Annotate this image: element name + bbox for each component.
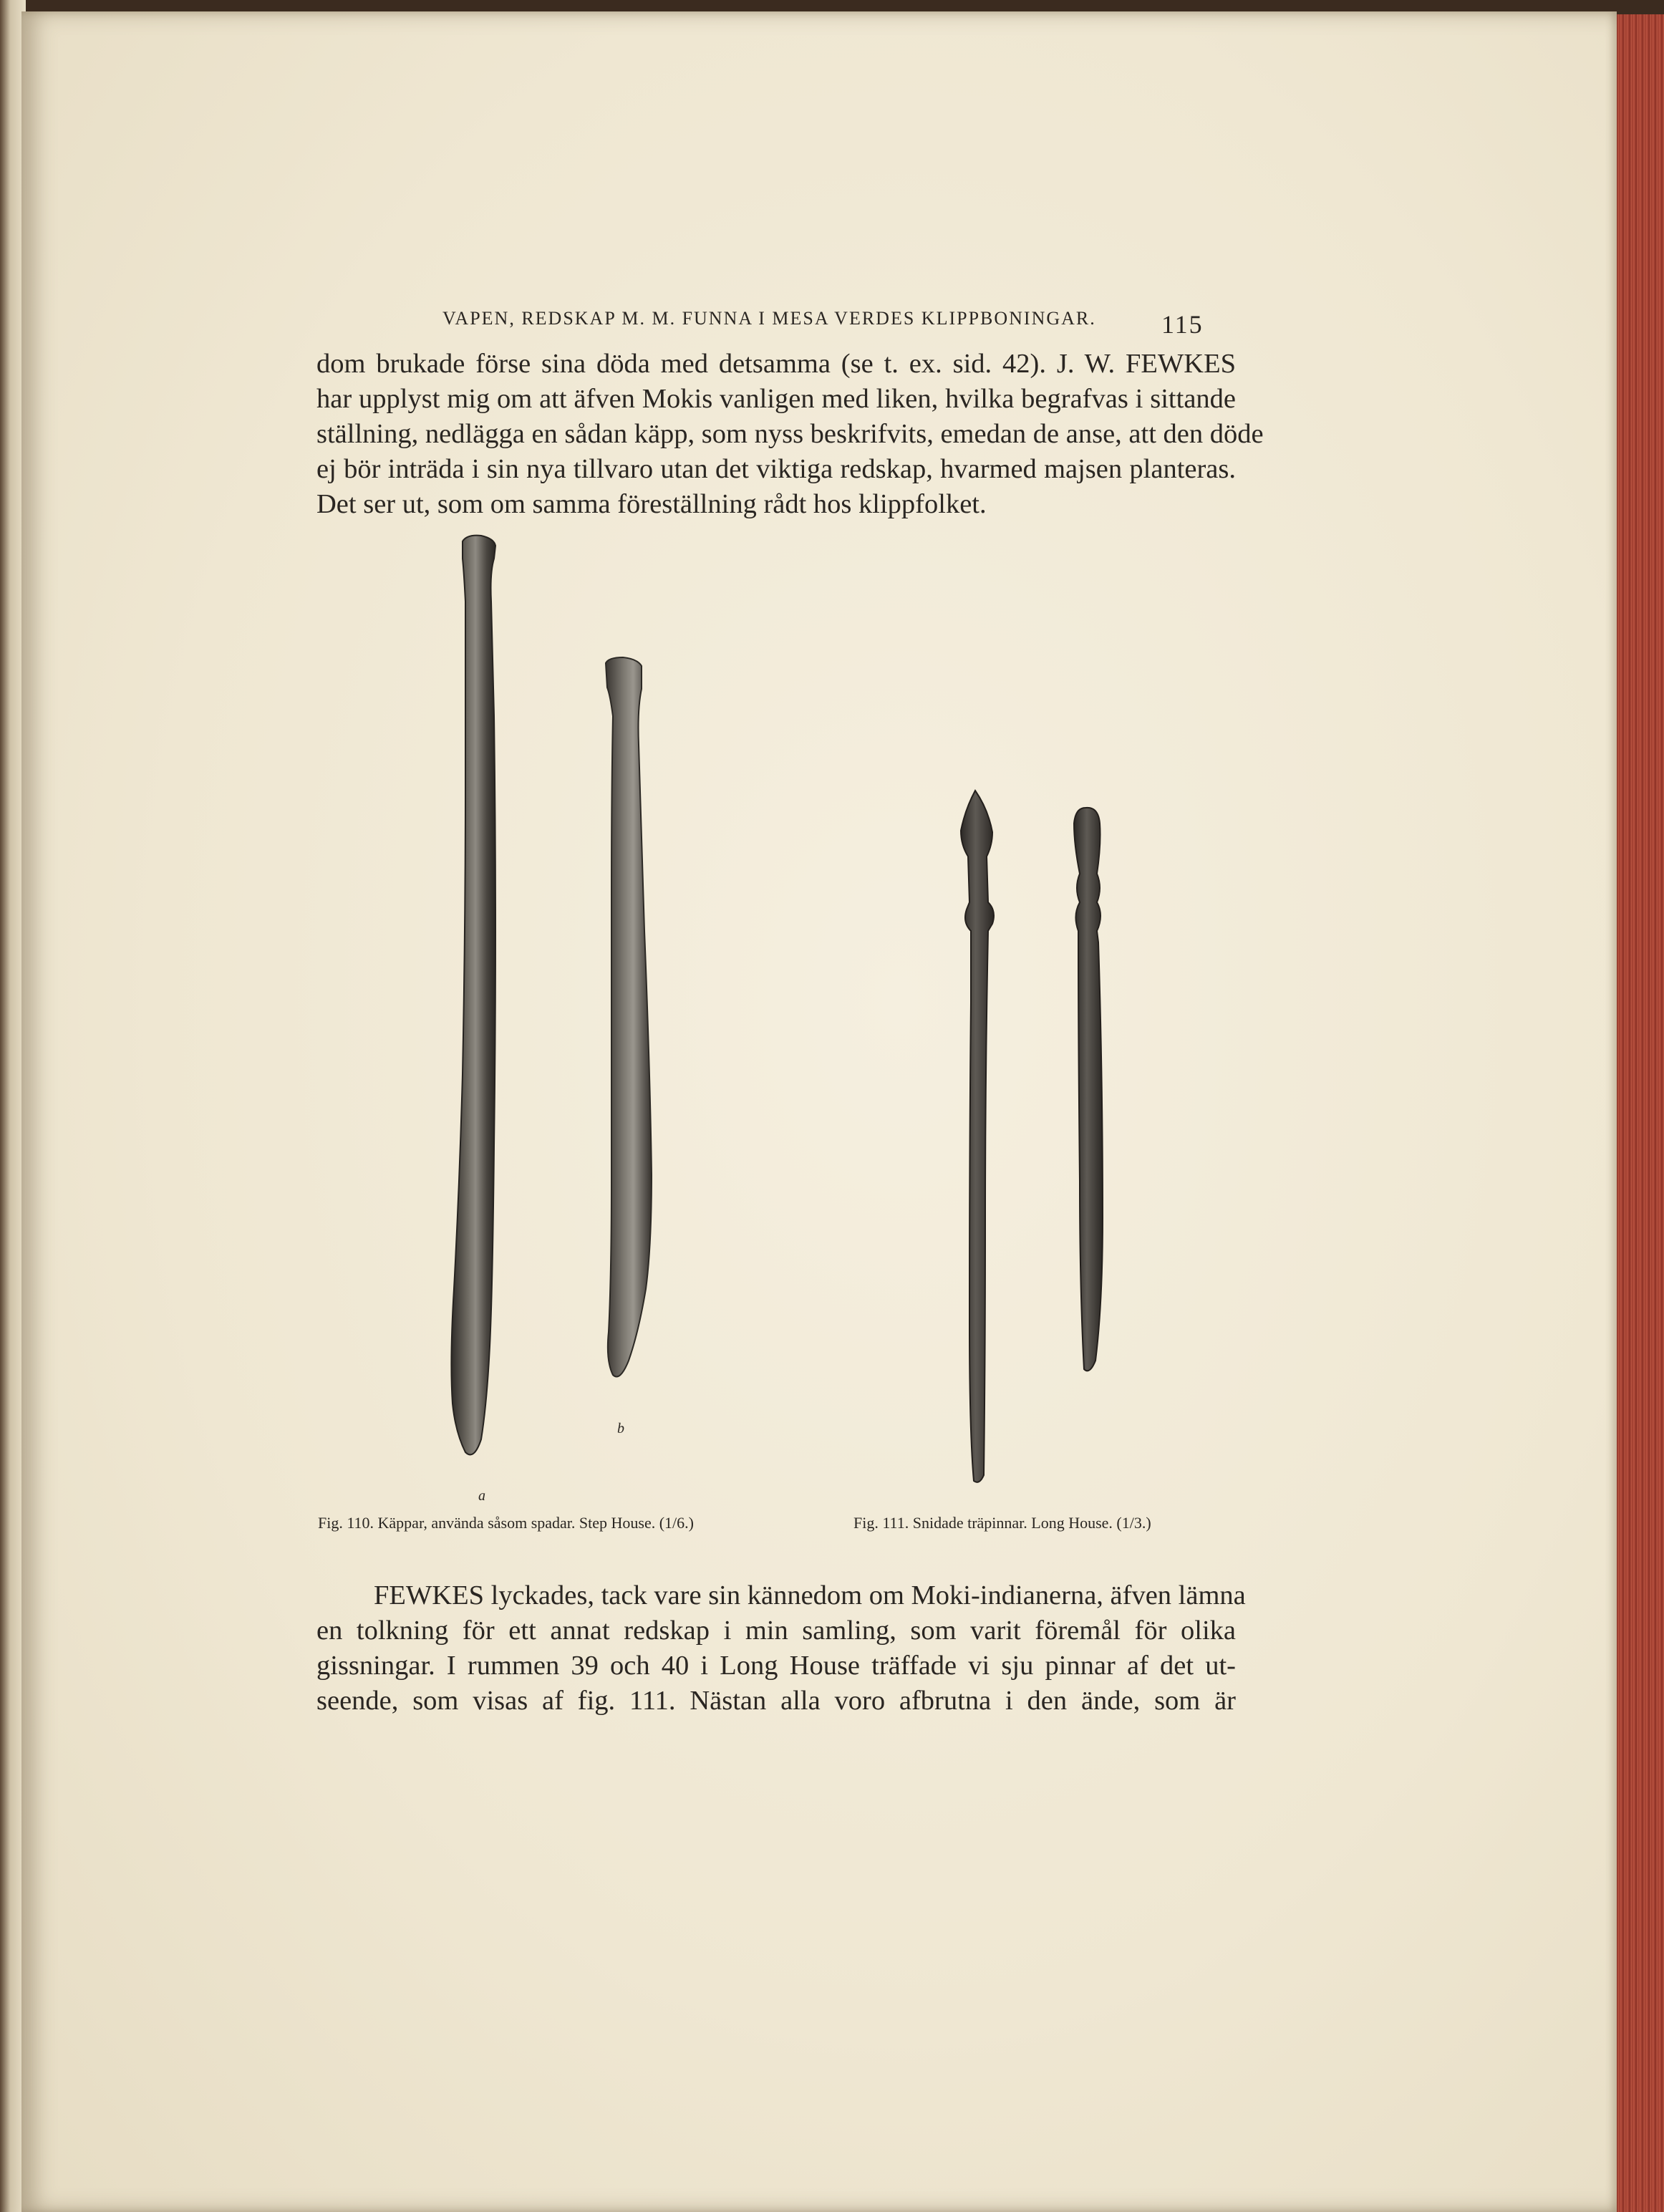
carved-pin-2 [1074,808,1103,1371]
paragraph-line: ställning, nedlägga en sådan käpp, som nyss beskrifvits, emedan de anse, att den döde [316,419,1264,449]
paragraph-line: FEWKES lyckades, tack vare sin kännedom om Moki-indianerna, äfven lämna [374,1580,1246,1610]
paragraph-line: ej bör inträda i sin nya tillvaro utan det viktiga redskap, hvarmed majsen planteras. [316,454,1236,484]
paragraph-2 [316,1578,1246,1719]
figure-label-b: b [617,1421,624,1436]
paragraph-line: dom brukade förse sina döda med detsamma (se t. ex. sid. 42). J. W. FEWKES [316,349,1236,379]
figure-111-caption: Fig. 111. Snidade träpinnar. Long House. (1/3.) [853,1514,1151,1532]
carved-pin-1 [961,791,994,1482]
figure-label-a: a [478,1488,485,1504]
figure-110-caption: Fig. 110. Käppar, använda såsom spadar. Step House. (1/6.) [318,1514,694,1532]
paragraph-line: har upplyst mig om att äfven Mokis vanligen med liken, hvilka begrafvas i sittande [316,384,1236,414]
paragraph-line: seende, som visas af fig. 111. Nästan alla voro afbrutna i den ände, som är [316,1686,1236,1716]
paragraph-line: Det ser ut, som om samma föreställning rådt hos klippfolket. [316,489,987,519]
digging-stick-b [606,657,652,1377]
paragraph-line: gissningar. I rummen 39 och 40 i Long House träffade vi sju pinnar af det ut- [316,1651,1236,1681]
digging-stick-a [451,536,495,1455]
page-number: 115 [1161,310,1204,339]
paragraph-line: en tolkning för ett annat redskap i min samling, som varit föremål för olika [316,1615,1236,1646]
running-head: VAPEN, REDSKAP M. M. FUNNA I MESA VERDES KLIPPBONINGAR. [442,308,1096,329]
